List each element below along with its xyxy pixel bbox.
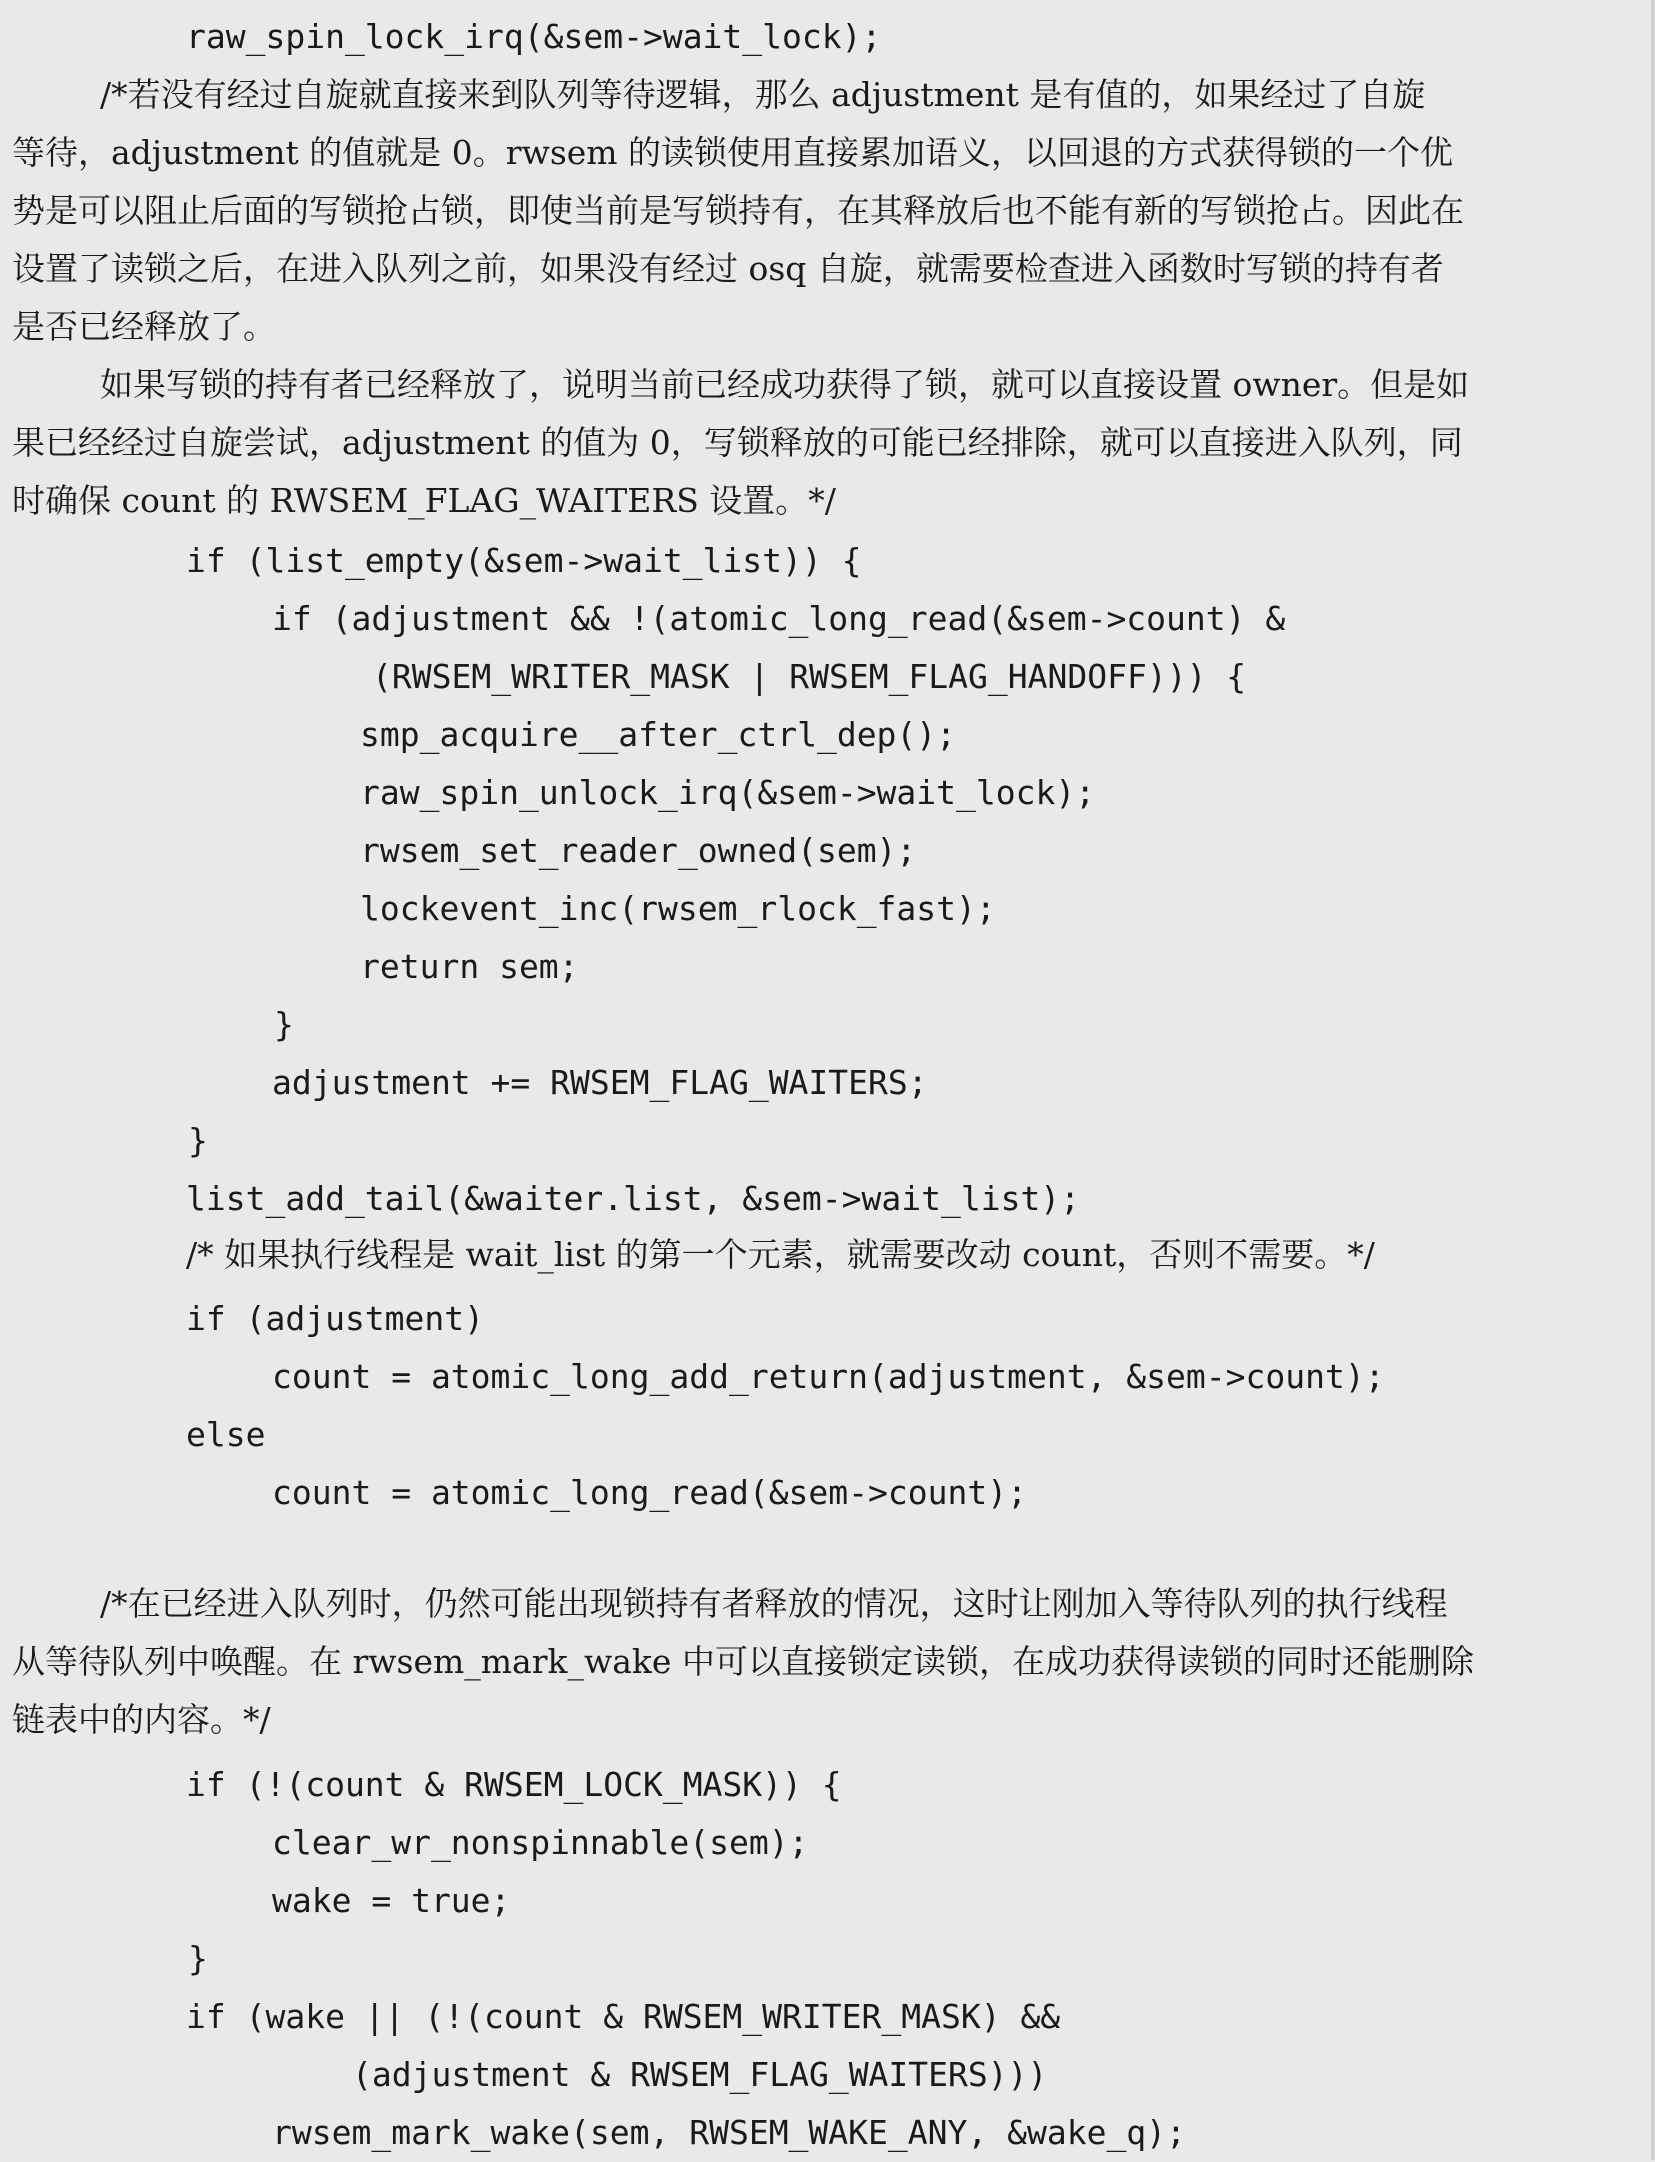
comment-line: 果已经经过自旋尝试，adjustment 的值为 0，写锁释放的可能已经排除，就可以直接进入队列，同 bbox=[12, 423, 1463, 462]
code-line: else bbox=[186, 1415, 266, 1454]
comment-line: 链表中的内容。*/ bbox=[12, 1700, 271, 1739]
comment-line: 等待，adjustment 的值就是 0。rwsem 的读锁使用直接累加语义，以回退的方式获得锁的一个优 bbox=[12, 133, 1454, 172]
comment-line: 是否已经释放了。 bbox=[12, 307, 276, 346]
comment-line: /* 如果执行线程是 wait_list 的第一个元素，就需要改动 count，否则不需要。*/ bbox=[186, 1235, 1375, 1274]
code-line: rwsem_mark_wake(sem, RWSEM_WAKE_ANY, &wake_q); bbox=[272, 2113, 1186, 2152]
code-line: raw_spin_unlock_irq(&sem->wait_lock); bbox=[360, 773, 1096, 812]
code-line: if (list_empty(&sem->wait_list)) { bbox=[186, 541, 862, 580]
code-line: count = atomic_long_add_return(adjustment, &sem->count); bbox=[272, 1357, 1385, 1396]
code-line: rwsem_set_reader_owned(sem); bbox=[360, 831, 917, 870]
code-line: if (wake || (!(count & RWSEM_WRITER_MASK) && bbox=[186, 1997, 1061, 2036]
code-line: wake = true; bbox=[272, 1881, 511, 1920]
code-line: count = atomic_long_read(&sem->count); bbox=[272, 1473, 1027, 1512]
code-line: if (adjustment && !(atomic_long_read(&sem->count) & bbox=[272, 599, 1286, 638]
comment-line: 从等待队列中唤醒。在 rwsem_mark_wake 中可以直接锁定读锁，在成功获得读锁的同时还能删除 bbox=[12, 1642, 1474, 1681]
comment-line: /*在已经进入队列时，仍然可能出现锁持有者释放的情况，这时让刚加入等待队列的执行线程 bbox=[100, 1584, 1448, 1623]
code-line: return sem; bbox=[360, 947, 579, 986]
code-line: } bbox=[274, 1005, 294, 1044]
code-line: if (adjustment) bbox=[186, 1299, 485, 1338]
code-line: smp_acquire__after_ctrl_dep(); bbox=[360, 715, 957, 754]
code-line: } bbox=[188, 1939, 208, 1978]
code-line: if (!(count & RWSEM_LOCK_MASK)) { bbox=[186, 1765, 842, 1804]
code-line: lockevent_inc(rwsem_rlock_fast); bbox=[360, 889, 996, 928]
code-line: (RWSEM_WRITER_MASK | RWSEM_FLAG_HANDOFF))) { bbox=[372, 657, 1247, 696]
comment-line: 如果写锁的持有者已经释放了，说明当前已经成功获得了锁，就可以直接设置 owner。但是如 bbox=[100, 365, 1470, 404]
code-line: clear_wr_nonspinnable(sem); bbox=[272, 1823, 809, 1862]
code-line: list_add_tail(&waiter.list, &sem->wait_list); bbox=[186, 1179, 1081, 1218]
comment-line: 设置了读锁之后，在进入队列之前，如果没有经过 osq 自旋，就需要检查进入函数时写锁的持有者 bbox=[12, 249, 1444, 288]
comment-line: 势是可以阻止后面的写锁抢占锁，即使当前是写锁持有，在其释放后也不能有新的写锁抢占。因此在 bbox=[12, 191, 1464, 230]
code-line: adjustment += RWSEM_FLAG_WAITERS; bbox=[272, 1063, 928, 1102]
comment-line: /*若没有经过自旋就直接来到队列等待逻辑，那么 adjustment 是有值的，如果经过了自旋 bbox=[100, 75, 1426, 114]
code-line: (adjustment & RWSEM_FLAG_WAITERS))) bbox=[352, 2055, 1048, 2094]
comment-line: 时确保 count 的 RWSEM_FLAG_WAITERS 设置。*/ bbox=[12, 481, 836, 520]
code-line: } bbox=[188, 1121, 208, 1160]
code-line: raw_spin_lock_irq(&sem->wait_lock); bbox=[186, 17, 882, 56]
